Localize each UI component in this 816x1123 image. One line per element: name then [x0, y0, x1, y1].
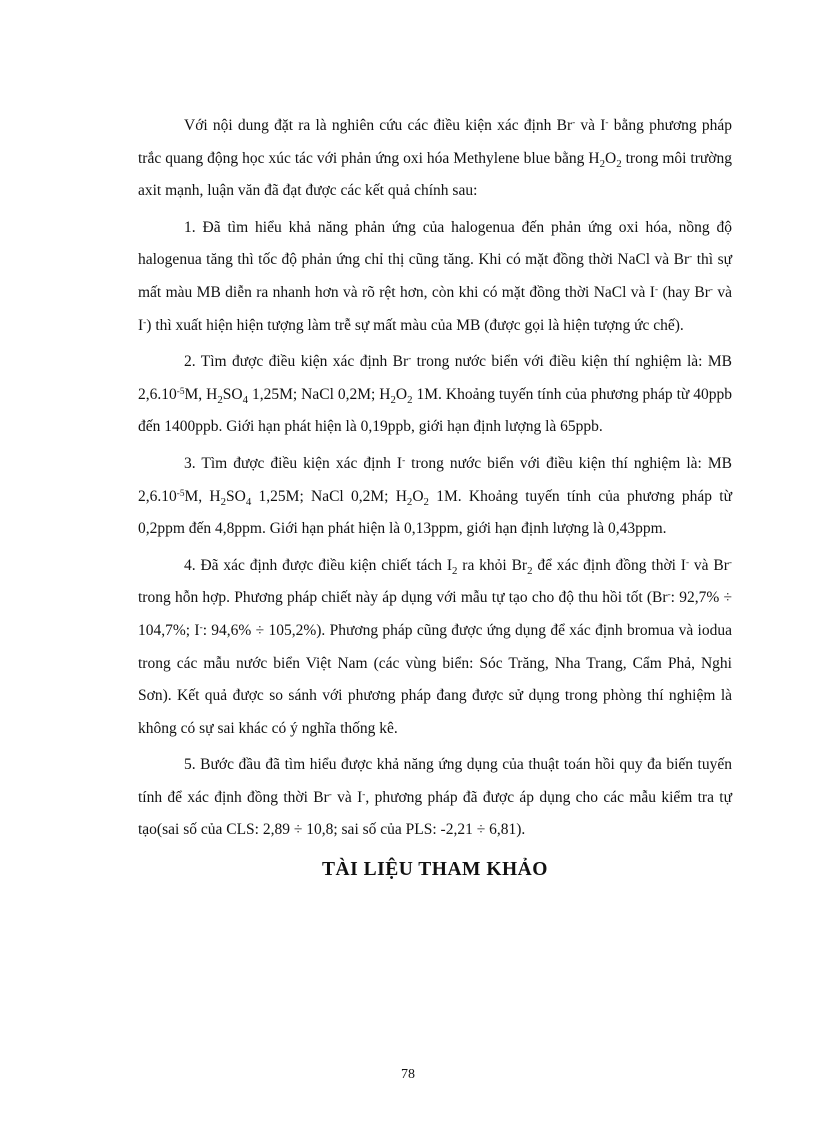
superscript: -5: [176, 488, 185, 499]
text-run: : 94,6% ÷ 105,2%). Phương pháp cũng được ứng dụng để xác định bromua và iodua trong các mẫu nước biển Việt Nam (các vùng biển: Sóc Trăng, Nha Trang, Cẩm Phả, Nghi Sơn). Kết quả được so sánh với phương pháp đang được sử dụng trong phòng thí nghiệm là không có sự sai khác có ý nghĩa thống kê.: [138, 621, 732, 737]
subscript: 4: [245, 495, 252, 508]
result-item-5: [138, 749, 732, 847]
text-run: 1,25M; NaCl 0,2M; H: [251, 487, 407, 505]
text-run: để xác định đồng thời I: [532, 556, 686, 574]
text-run: O: [395, 385, 408, 403]
intro-paragraph: [138, 110, 732, 208]
text-run: trong hỗn hợp. Phương pháp chiết này áp dụng với mẫu tự tạo cho độ thu hồi tốt (Br: [138, 589, 668, 607]
superscript: -: [408, 354, 412, 365]
result-item-2: [138, 346, 732, 444]
text-run: O: [605, 149, 617, 167]
superscript: -: [402, 455, 406, 466]
text-run: M, H: [184, 385, 218, 403]
references-heading: TÀI LIỆU THAM KHẢO: [322, 859, 548, 881]
text-run: 1M. Khoảng tuyến tính của phương pháp từ 0,2ppm đến 4,8ppm. Giới hạn phát hiện là 0,13ppm, giới hạn định lượng là 0,43ppm.: [138, 487, 732, 538]
text-run: , phương pháp đã được áp dụng cho các mẫu kiểm tra tự tạo(sai số của CLS: 2,89 ÷ 10,8; sai số của PLS: -2,21 ÷ 6,81).: [138, 788, 732, 839]
text-run: 1. Đã tìm hiểu khả năng phản ứng của halogenua đến phản ứng oxi hóa, nồng độ halogenua tăng thì tốc độ phản ứng chỉ thị cũng tăng. Khi có mặt đồng thời NaCl và Br: [138, 218, 732, 269]
text-run: ) thì xuất hiện hiện tượng làm trễ sự mất màu của MB (được gọi là hiện tượng ức chế).: [146, 316, 684, 334]
superscript: -: [572, 117, 576, 128]
superscript: -: [143, 317, 147, 328]
superscript: -: [709, 284, 713, 295]
text-run: 1M. Khoảng tuyến tính của phương pháp từ 40ppb đến 1400ppb. Giới hạn phát hiện là 0,19ppb, giới hạn định lượng là 65ppb.: [138, 385, 732, 436]
text-run: 1,25M; NaCl 0,2M; H: [248, 385, 391, 403]
text-run: 5. Bước đầu đã tìm hiểu được khả năng ứng dụng của thuật toán hồi quy đa biến tuyến tính để xác định đồng thời Br: [138, 756, 732, 806]
text-run: và I: [138, 283, 732, 334]
superscript: -: [199, 622, 203, 633]
subscript: 2: [406, 495, 413, 508]
superscript: -: [605, 117, 609, 128]
text-run: : 92,7% ÷ 104,7%; I: [138, 589, 732, 639]
text-run: 2. Tìm được điều kiện xác định Br: [184, 353, 409, 371]
subscript: 2: [527, 564, 533, 577]
result-item-1: [138, 212, 732, 342]
text-run: Với nội dung đặt ra là nghiên cứu các điều kiện xác định Br: [184, 117, 573, 134]
superscript: -: [728, 557, 732, 568]
text-run: (hay Br: [658, 283, 710, 301]
text-run: bằng phương pháp trắc quang động học xúc tác với phản ứng oxi hóa Methylene blue bằng H: [138, 117, 732, 167]
text-run: SO: [226, 487, 246, 505]
text-run: thì sự mất màu MB diễn ra nhanh hơn và rõ rệt hơn, còn khi có mặt đồng thời NaCl và I: [138, 251, 732, 301]
subscript: 2: [390, 393, 396, 406]
text-run: 3. Tìm được điều kiện xác định I: [184, 454, 403, 472]
subscript: 2: [220, 495, 227, 508]
text-run: trong nước biển với điều kiện thí nghiệm là: MB 2,6.10: [138, 454, 732, 505]
superscript: -: [362, 789, 366, 800]
subscript: 2: [423, 495, 429, 508]
subscript: 2: [407, 393, 413, 406]
text-run: và I: [331, 788, 363, 806]
page-number: 78: [401, 1067, 415, 1082]
text-run: 4. Đã xác định được điều kiện chiết tách I: [184, 556, 453, 574]
subscript: 2: [599, 157, 605, 170]
text-run: ra khỏi Br: [457, 556, 528, 574]
text-run: và Br: [689, 556, 729, 574]
superscript: -: [654, 284, 659, 295]
text-run: M, H: [184, 487, 221, 505]
superscript: -: [328, 789, 332, 800]
superscript: -: [685, 557, 690, 568]
superscript: -: [667, 590, 671, 601]
text-run: trong nước biển với điều kiện thí nghiệm là: MB 2,6.10: [138, 353, 732, 403]
result-item-3: [138, 448, 732, 546]
superscript: -: [689, 252, 693, 263]
superscript: -5: [176, 386, 185, 397]
subscript: 4: [242, 393, 248, 406]
subscript: 2: [616, 157, 622, 170]
subscript: 2: [217, 393, 223, 406]
result-item-4: [138, 550, 732, 746]
text-run: O: [412, 487, 424, 505]
text-run: và I: [575, 117, 606, 134]
subscript: 2: [452, 564, 458, 577]
text-run: SO: [222, 385, 243, 403]
text-run: trong môi trường axit mạnh, luận văn đã đạt được các kết quả chính sau:: [138, 149, 732, 200]
